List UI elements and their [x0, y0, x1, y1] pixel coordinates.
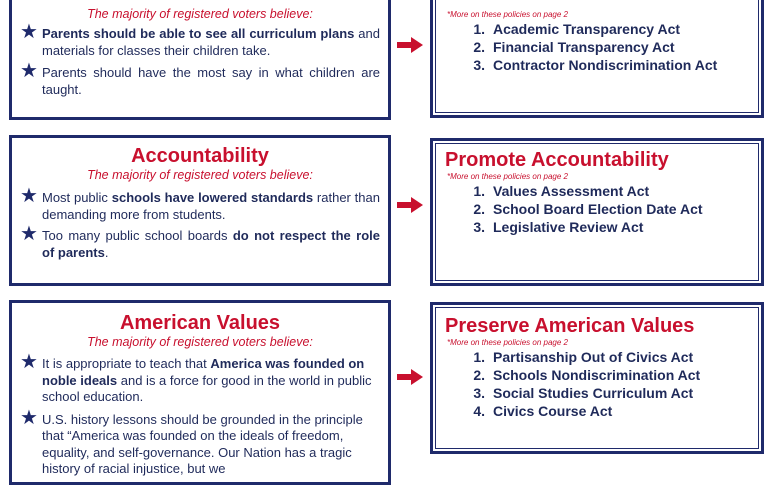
star-icon: ★: [20, 21, 38, 43]
belief-item: ★ U.S. history lessons should be grounded in the principle that “America was founded on the ideals of freedom, equality, and self-governance. Our Nation has a tragic history of racial injustice, but we: [20, 406, 363, 476]
star-icon: ★: [20, 406, 38, 429]
transparency-beliefs-box: [9, 0, 391, 120]
american-values-beliefs-box: [9, 300, 391, 485]
policy-list: [461, 20, 761, 74]
belief-item: ★ Parents should be able to see all curriculum plans and materials for classes their children take.: [20, 21, 380, 58]
right-arrow-icon: [397, 369, 423, 385]
star-icon: ★: [20, 60, 38, 82]
beliefs-subhead: The majority of registered voters believe:: [87, 168, 313, 182]
star-icon: ★: [20, 185, 38, 207]
right-arrow-icon: [397, 197, 423, 213]
right-arrow-icon: [397, 37, 423, 53]
american-values-policies-box: [430, 302, 764, 454]
beliefs-subhead: The majority of registered voters believe:: [87, 7, 313, 21]
list-item: 3. Social Studies Curriculum Act: [473, 385, 694, 401]
list-item: 3. Contractor Nondiscrimination Act: [473, 57, 718, 73]
policies-note: *More on these policies on page 2: [447, 10, 568, 19]
belief-item: ★ Too many public school boards do not respect the role of parents.: [20, 223, 380, 260]
policy-list: [461, 182, 761, 236]
accountability-beliefs-box: [9, 135, 391, 286]
list-item: 1. Partisanship Out of Civics Act: [473, 349, 694, 365]
section-title: American Values: [119, 312, 281, 334]
section-title: Promote Accountability: [445, 149, 669, 171]
section-title: Preserve American Values: [445, 315, 695, 337]
section-title: Accountability: [131, 145, 269, 167]
belief-item: ★ Most public schools have lowered standards rather than demanding more from students.: [20, 185, 380, 222]
belief-item: ★ It is appropriate to teach that America was founded on noble ideals and is a force for good in the world in public school education.: [20, 351, 372, 404]
list-item: 3. Legislative Review Act: [473, 219, 644, 235]
transparency-policies-box: [430, 0, 764, 118]
policy-list: [461, 348, 761, 420]
beliefs-subhead: The majority of registered voters believe:: [87, 335, 313, 349]
policies-note: *More on these policies on page 2: [447, 172, 568, 181]
list-item: 1. Values Assessment Act: [473, 183, 650, 199]
list-item: 2. School Board Election Date Act: [473, 201, 703, 217]
belief-item: ★ Parents should have the most say in what children are taught.: [20, 60, 380, 97]
star-icon: ★: [20, 223, 38, 245]
policies-note: *More on these policies on page 2: [447, 338, 568, 347]
list-item: 2. Financial Transparency Act: [473, 39, 675, 55]
list-item: 4. Civics Course Act: [473, 403, 613, 419]
star-icon: ★: [20, 351, 38, 373]
list-item: 1. Academic Transparency Act: [473, 21, 681, 37]
accountability-policies-box: [430, 138, 764, 286]
list-item: 2. Schools Nondiscrimination Act: [473, 367, 701, 383]
